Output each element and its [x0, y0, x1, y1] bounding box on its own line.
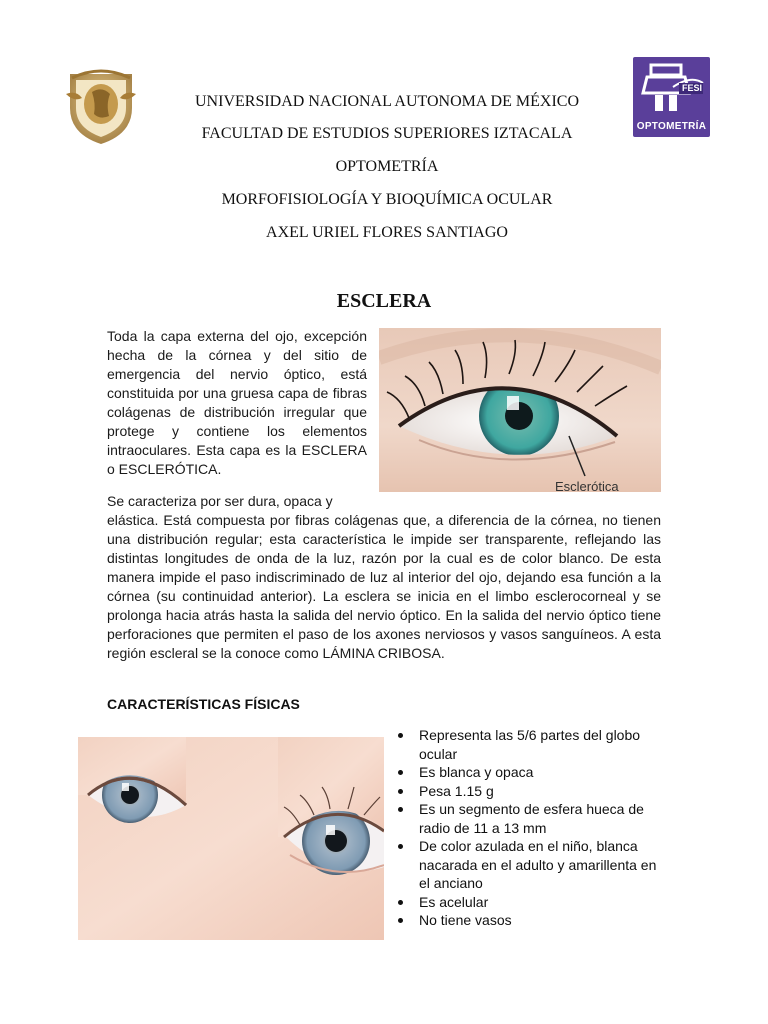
- author-name: AXEL URIEL FLORES SANTIAGO: [266, 224, 508, 241]
- bullet-icon: [398, 900, 403, 905]
- bullet-icon: [398, 918, 403, 923]
- list-item-text: No tiene vasos: [419, 912, 512, 928]
- list-item: [397, 763, 663, 782]
- university-name: UNIVERSIDAD NACIONAL AUTONOMA DE MÉXICO: [195, 93, 579, 110]
- course-name: MORFOFISIOLOGÍA Y BIOQUÍMICA OCULAR: [221, 191, 553, 208]
- list-item-text: Pesa 1.15 g: [419, 782, 494, 799]
- second-paragraph: elástica. Está compuesta por fibras colágenas que, a diferencia de la córnea, no tienen una distribución regular; esta característica le impide ser transparente, reflejando las distintas longitudes de onda de la luz, razón por la cual es de color blanco. De esta manera impide el paso indiscriminado de luz al interior del ojo, dejando esa función a la córnea (su continuidad anterior). La esclera se inicia en el limbo esclerocorneal y se prolonga hacia atrás hasta la salida del nervio óptico. En la salida del nervio óptico tiene perforaciones que permiten el paso de los axones nerviosos y vasos sanguíneos. A esta región escleral se la conoce como LÁMINA CRIBOSA.: [107, 512, 661, 661]
- bullet-icon: [398, 844, 403, 849]
- bullet-icon: [398, 733, 403, 738]
- child-eyes-photo: [78, 737, 384, 940]
- program-name: OPTOMETRÍA: [335, 158, 439, 175]
- bullet-icon: [398, 770, 403, 775]
- list-item: [397, 726, 663, 763]
- list-item-text: Representa las 5/6 partes del globo ocular: [419, 727, 641, 762]
- physical-characteristics-list: [397, 726, 663, 930]
- list-item: [397, 911, 663, 930]
- bullet-icon: [398, 789, 403, 794]
- list-item-text: Es un segmento de esfera hueca de radio de 11 a 13 mm: [419, 801, 644, 836]
- list-item-text: Es acelular: [419, 893, 489, 910]
- faculty-name: FACULTAD DE ESTUDIOS SUPERIORES IZTACALA: [201, 125, 573, 142]
- eye-sclera-photo: [379, 328, 661, 492]
- list-item: [397, 800, 663, 837]
- document-title: ESCLERA: [336, 290, 432, 312]
- list-item: [397, 893, 663, 912]
- sclera-label: Esclerótica: [555, 479, 619, 492]
- list-item: [397, 837, 663, 893]
- intro-paragraph: Toda la capa externa del ojo, excepción hecha de la córnea y del sitio de emergencia del nervio óptico, está constituida por una gruesa capa de fibras colágenas de distribución irregular que protege y contiene los elementos intraoculares. Esta capa es la ESCLERA o ESCLERÓTICA.: [107, 328, 367, 477]
- physical-characteristics-heading: CARACTERÍSTICAS FÍSICAS: [107, 696, 300, 712]
- list-item-text: Es blanca y opaca: [419, 764, 534, 780]
- fesi-logo-text: OPTOMETRÍA: [636, 121, 707, 132]
- list-item-text: De color azulada en el niño, blanca nacarada en el adulto y amarillenta en el anciano: [419, 838, 657, 891]
- fesi-badge: FESI: [681, 83, 702, 93]
- second-paragraph-start: Se caracteriza por ser dura, opaca y: [107, 493, 333, 509]
- bullet-icon: [398, 807, 403, 812]
- list-item: [397, 782, 663, 801]
